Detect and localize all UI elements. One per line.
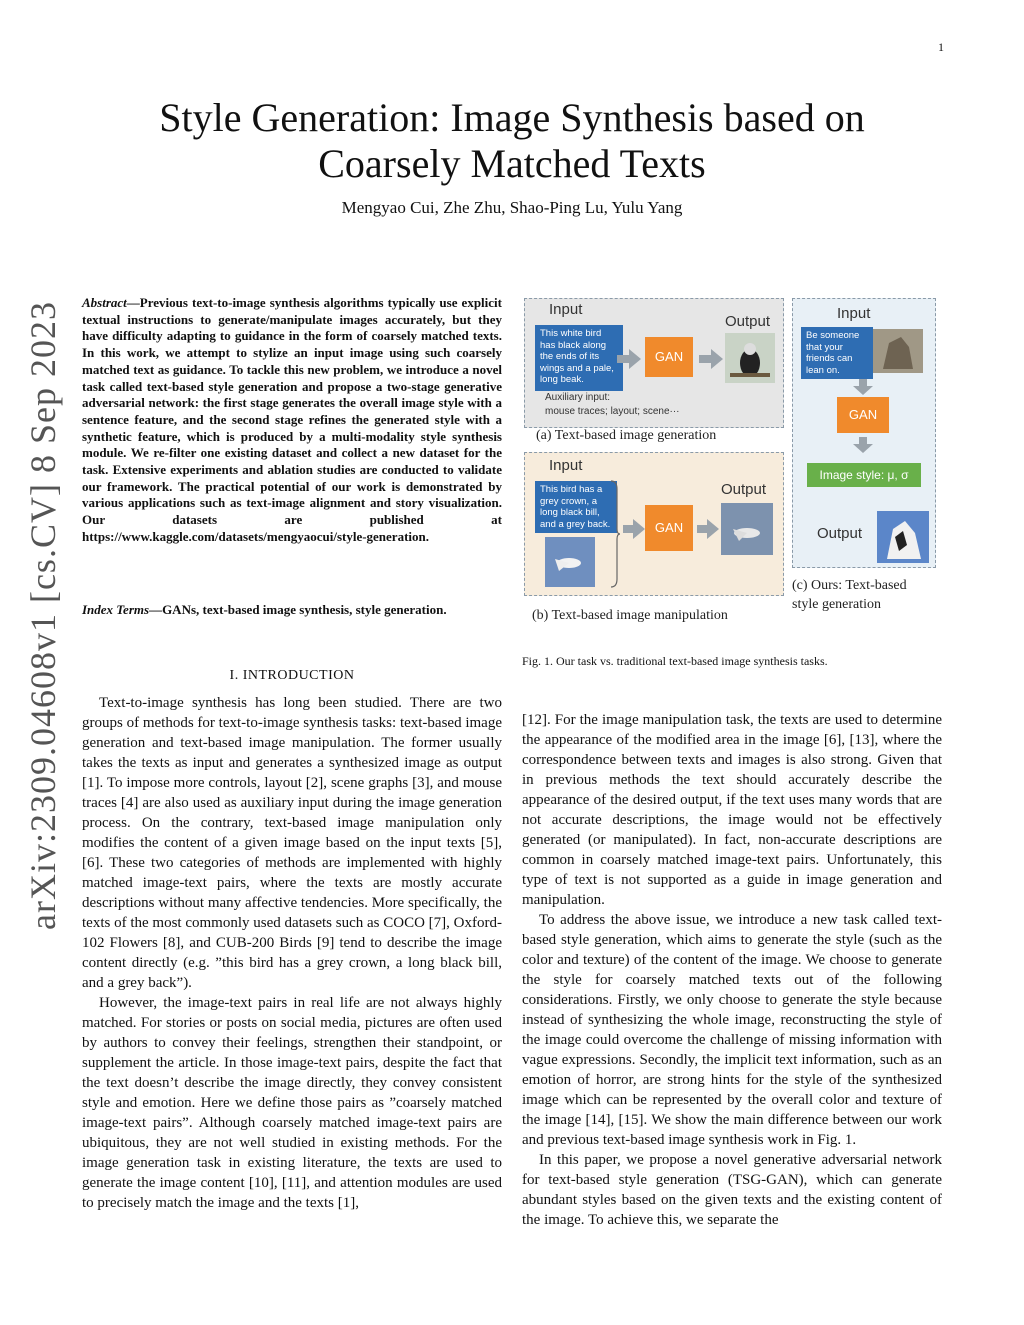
bracket-icon [609, 479, 621, 589]
abstract-label: Abstract [82, 295, 127, 310]
bird-image [545, 537, 595, 587]
panel-a-aux-label: Auxiliary input: [545, 392, 611, 403]
arxiv-stamp: arXiv:2309.04608v1 [cs.CV] 8 Sep 2023 [23, 301, 63, 930]
panel-c [792, 298, 936, 568]
right-paragraph-2: To address the above issue, we introduce a new task called text-based style generation, which aims to generate the style (such as the color and texture) of the content of the image. We choose to generate the style for coarsely matched texts out of the following considerations. Firstly, we only choose to generate the style because instead of synthesizing the whole image, reconstructing the style of the image could overcome the challenge of missing information with vague expressions. Secondly, the implicit text information, such as an emotion of horror, are strong hints for the style of the synthesized image which can be represented by the overall color and texture of the image [14], [15]. We show the main difference between our work and previous text-based image synthesis work in Fig. 1. [522, 912, 942, 1148]
arrow-icon [617, 349, 641, 369]
panel-a-output-label: Output [725, 313, 771, 330]
right-paragraph-1: [12]. For the image manipulation task, the texts are used to determine the appearance of the modified area in the image [6], [13], where the correspondence between texts and images is also strong. Given that in previous methods the text should accurately describe the appearance of the desired output, if the text uses many words that are not accurate descriptions, the image would not be effectively generated (or manipulated). In fact, non-accurate descriptions are common in coarsely matched image-text pairs. Unfortunately, this type of text is not supported as a guide in image generation and manipulation. [522, 712, 942, 908]
panel-b-text-box: This bird has a grey crown, a long black bill, and a grey back. [535, 481, 617, 533]
right-paragraph-3: In this paper, we propose a novel generative adversarial network for text-based style generation (TSG-GAN), which can generate abundant styles based on the given texts and the existing content of the image. To achieve this, we separate the [522, 1152, 942, 1228]
panel-c-style-box: Image style: μ, σ [807, 463, 921, 487]
abstract [82, 295, 502, 546]
panel-a-aux-items: mouse traces; layout; scene··· [545, 406, 680, 417]
index-terms-label: Index Terms [82, 602, 150, 617]
panel-a [524, 298, 784, 428]
panel-a-gan-box: GAN [645, 337, 693, 377]
title-line-1: Style Generation: Image Synthesis based on [159, 95, 865, 140]
intro-paragraph-1: Text-to-image synthesis has long been studied. There are two groups of methods for text-to-image synthesis tasks: text-based image generation and text-based image manipulation. The former usually takes the texts as input and generates a synthesized image as output [1]. To impose more controls, layout [2], scene graphs [3], and mouse traces [4] are also used as auxiliary input during the image generation process. On the contrary, text-based image manipulation only modifies the content of a given image based on the input texts [5], [6]. These two categories of methods are implemented with highly matched image-text pairs, where the texts are mostly accurate descriptions without many affective tendencies. More specifically, the texts of the most commonly used datasets such as COCO [7], Oxford-102 Flowers [8], and CUB-200 Birds [9] tend to describe the image content directly (e.g. ”this bird has a grey crown, a long black bill, and a grey back”). [82, 695, 502, 991]
bird-image [725, 333, 775, 383]
arrow-icon [697, 519, 719, 539]
abstract-text: —Previous text-to-image synthesis algorithms typically use explicit textual instructions to generate/manipulate images accurately, but they have difficulty adapting to guidance in the form of coarsely matched texts. In this work, we attempt to stylize an input image using such coarsely matched text as guidance. To tackle this new problem, we introduce a novel task called text-based style generation and propose a two-stage generative adversarial network: the first stage generates the overall image style with a sentence feature, and the second stage refines the generated style with a synthetic feature, which is produced by a multi-modality style synthesis module. We re-filter one existing dataset and collect a new dataset for the task. Extensive experiments and ablation studies are conducted to validate our framework. The practical potential of our work is demonstrated by various applications such as text-image alignment and story visualization. Our datasets are published at https://www.kaggle.com/datasets/mengyaocui/style-generation. [82, 295, 502, 544]
panel-c-input-label: Input [837, 305, 871, 322]
authors: Mengyao Cui, Zhe Zhu, Shao-Ping Lu, Yulu Yang [341, 198, 683, 217]
panel-c-caption [792, 576, 907, 614]
panel-c-caption-line-2: style generation [792, 597, 882, 612]
panel-a-input-label: Input [549, 301, 583, 318]
panel-b-input-label: Input [549, 457, 583, 474]
figure-caption: Fig. 1. Our task vs. traditional text-based image synthesis tasks. [522, 654, 828, 668]
intro-right-column [522, 710, 942, 1230]
figure-1 [522, 296, 942, 631]
paper-title [80, 95, 944, 187]
panel-c-text-box: Be someone that your friends can lean on. [801, 327, 873, 379]
bird-image [721, 503, 773, 555]
horse-image [873, 329, 923, 373]
arrow-icon [623, 519, 645, 539]
arrow-icon [699, 349, 723, 369]
arrow-down-icon [853, 379, 873, 395]
panel-c-caption-line-1: (c) Ours: Text-based [792, 578, 907, 593]
section-heading: I. INTRODUCTION [229, 668, 355, 683]
index-terms [82, 602, 502, 619]
title-line-2: Coarsely Matched Texts [318, 141, 706, 186]
index-terms-text: —GANs, text-based image synthesis, style generation. [149, 602, 447, 617]
page-number: 1 [938, 40, 944, 54]
intro-left-column [82, 693, 502, 1213]
panel-b-caption: (b) Text-based image manipulation [532, 608, 728, 623]
horse-image [877, 511, 929, 563]
panel-b-gan-box: GAN [645, 505, 693, 551]
intro-paragraph-2: However, the image-text pairs in real life are not always highly matched. For stories or posts on social media, pictures are often used by authors to convey their feelings, strengthen their standpoint, or supplement the article. In those image-text pairs, despite the fact that the text doesn’t describe the image directly, they convey consistent style and emotion. Here we define those pairs as ”coarsely matched image-text pairs”. Although coarsely matched image-text pairs are ubiquitous, they are not well studied in existing methods. For the image generation task in existing literature, the texts are used to generate the image content [10], [11], and attention modules are used to precisely match the image and the texts [1], [82, 995, 502, 1211]
panel-c-output-label: Output [817, 525, 863, 542]
panel-a-text-box: This white bird has black along the ends of its wings and a pale, long beak. [535, 325, 623, 391]
panel-b-output-label: Output [721, 481, 767, 498]
panel-b [524, 452, 784, 596]
panel-c-gan-box: GAN [837, 397, 889, 433]
panel-a-caption: (a) Text-based image generation [536, 428, 717, 443]
arrow-down-icon [853, 437, 873, 453]
